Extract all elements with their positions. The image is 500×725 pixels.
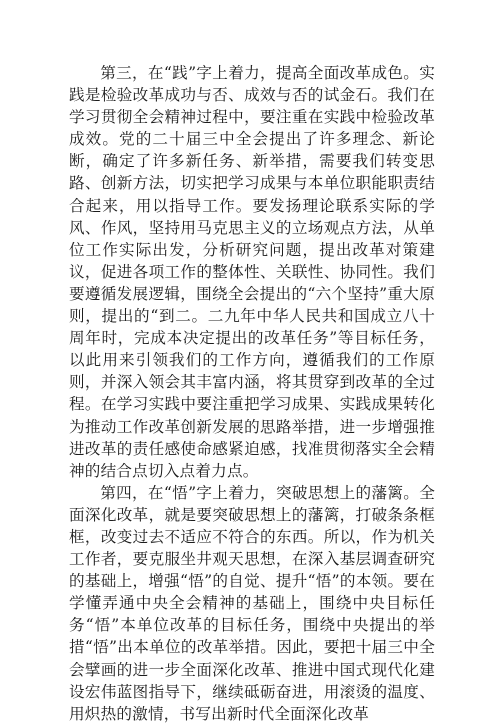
paragraph-third-point: 第三，在“践”字上着力，提高全面改革成色。实践是检验改革成功与否、成效与否的试金石。我们在学习贯彻全会精神过程中，要注重在实践中检验改革成效。党的二十届三中全会提出了许多理念、新论断，确定了许多新任务、新举措，需要我们转变思路、创新方法，切实把学习成果与本单位职能职责结合起来，用以指导工作。要发扬理论联系实际的学风、作风，坚持用马克思主义的立场观点方法，从单位工作实际出发，分析研究问题，提出改革对策建议，促进各项工作的整体性、关联性、协同性。我们要遵循发展逻辑，围绕全会提出的“六个坚持”重大原则，提出的“到二。二九年中华人民共和国成立八十周年时，完成本决定提出的改革任务”等目标任务，以此用来引领我们的工作方向，遵循我们的工作原则，并深入领会其丰富内涵，将其贯穿到改革的全过程。在学习实践中要注重把学习成果、实践成果转化为推动工作改革创新发展的思路举措，进一步增强推进改革的责任感使命感紧迫感，找准贯彻落实全会精神的结合点切入点着力点。 bbox=[69, 64, 435, 480]
document-body bbox=[69, 62, 435, 725]
paragraph-fourth-point: 第四，在“悟”字上着力，突破思想上的藩篱。全面深化改革，就是要突破思想上的藩篱，打破条条框框，改变过去不适应不符合的东西。所以，作为机关工作者，要克服坐井观天思想，在深入基层调查研究的基础上，增强“悟”的自觉、提升“悟”的本领。要在学懂弄通中央全会精神的基础上，围绕中央目标任务“悟”本单位改革的目标任务，围绕中央提出的举措“悟”出本单位的改革举措。因此，要把十届三中全会擘画的进一步全面深化改革、推进中国式现代化建设宏伟蓝图指导下，继续砥砺奋进，用滚烫的温度、用炽热的激情，书写出新时代全面深化改革 bbox=[69, 483, 435, 723]
